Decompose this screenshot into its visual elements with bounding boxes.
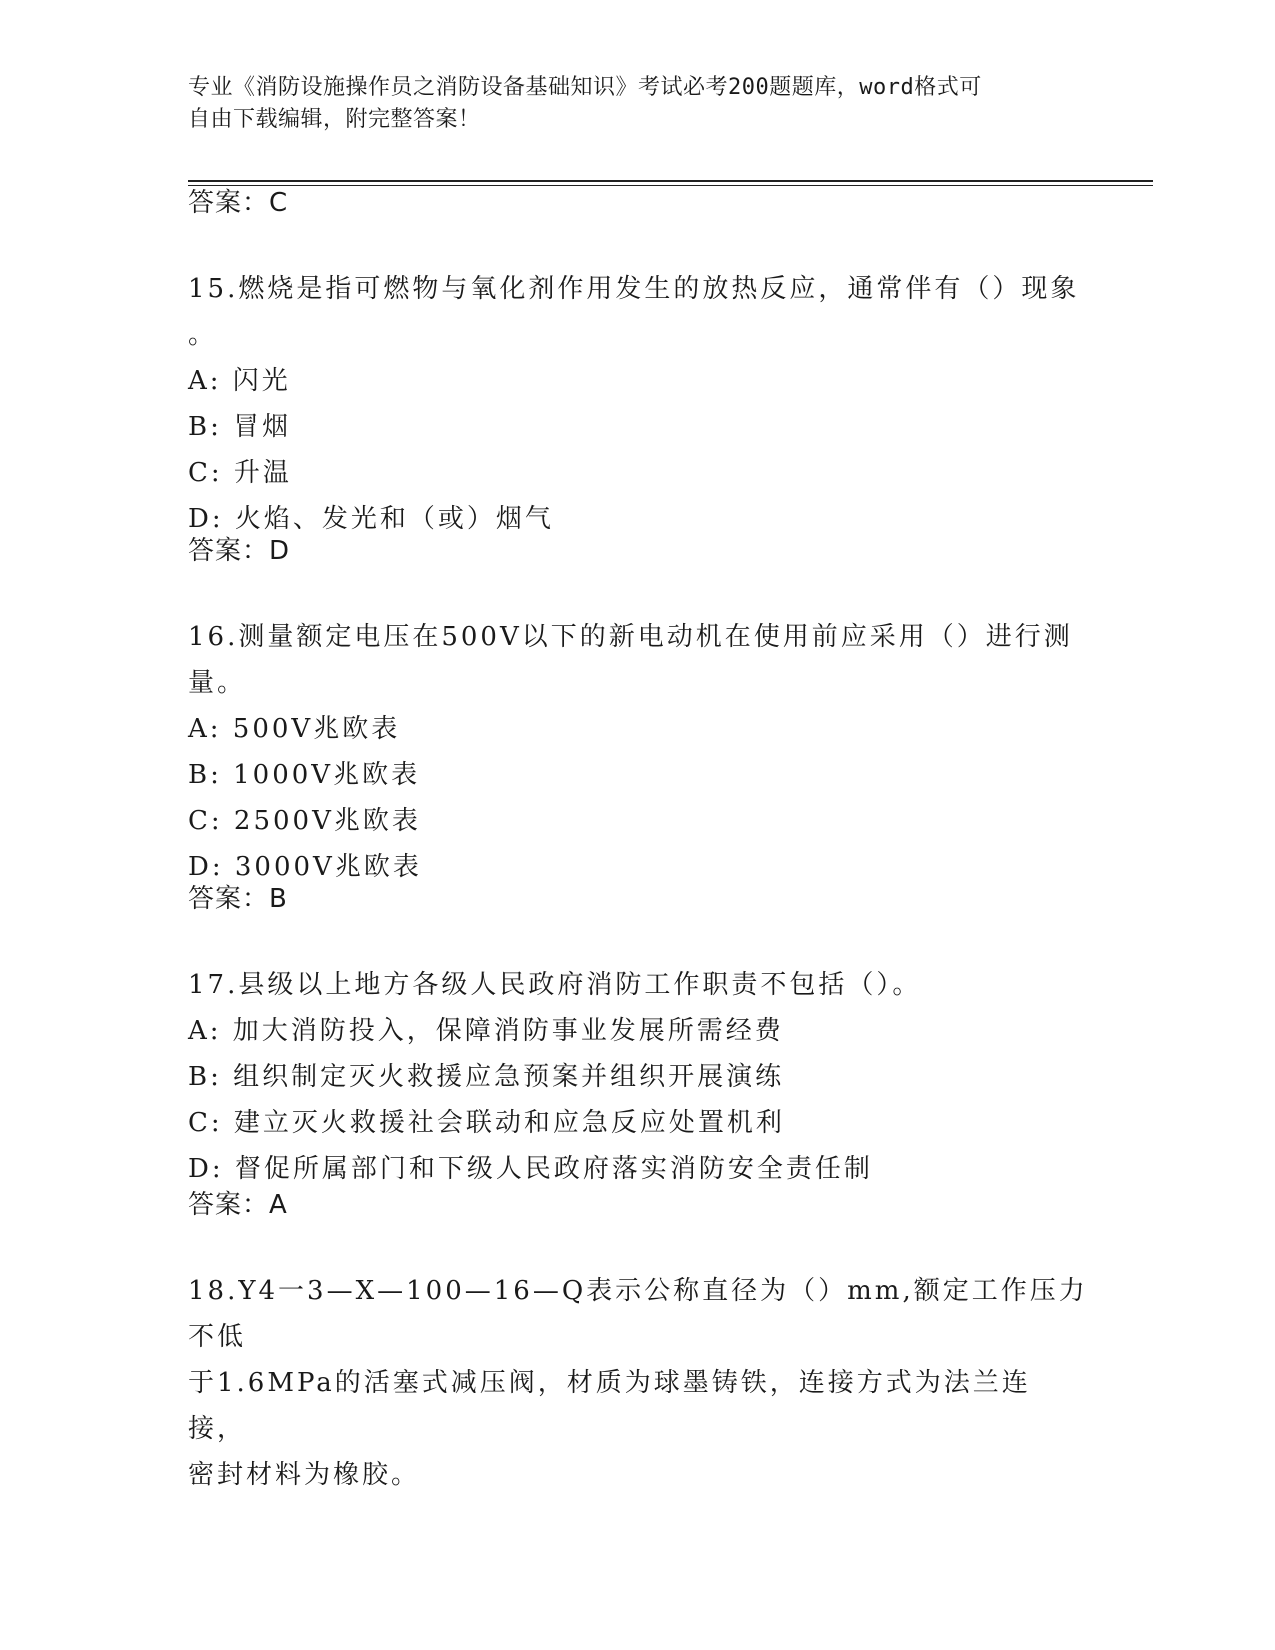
question-text-line: 。 (188, 320, 218, 350)
option-a: A: 加大消防投入，保障消防事业发展所需经费 (188, 1016, 784, 1046)
prev-answer: 答案：C (188, 188, 289, 218)
option-d: D: 督促所属部门和下级人民政府落实消防安全责任制 (188, 1154, 873, 1184)
document-header (188, 72, 1088, 136)
question-text-line: 15.燃烧是指可燃物与氧化剂作用发生的放热反应，通常伴有（）现象 (188, 274, 1080, 304)
option-d: D: 火焰、发光和（或）烟气 (188, 504, 554, 534)
answer-15: 答案：D (188, 536, 291, 566)
question-18 (188, 1268, 1088, 1498)
answer-16: 答案：B (188, 884, 288, 914)
option-b: B: 组织制定灭火救援应急预案并组织开展演练 (188, 1062, 785, 1092)
option-b: B: 1000V兆欧表 (188, 760, 421, 790)
header-line-2: 自由下载编辑，附完整答案！ (188, 107, 481, 132)
header-rule-thick (188, 180, 1153, 182)
answer-17: 答案：A (188, 1190, 288, 1220)
option-c: C: 2500V兆欧表 (188, 806, 421, 836)
question-text-line: 密封材料为橡胶。 (188, 1460, 421, 1490)
question-text-line: 18.Y4一3—X—100—16—Q表示公称直径为（）mm,额定工作压力不低 (188, 1276, 1088, 1352)
question-text-line: 16.测量额定电压在500V以下的新电动机在使用前应采用（）进行测 (188, 622, 1073, 652)
option-d: D: 3000V兆欧表 (188, 852, 422, 882)
question-text-line: 于1.6MPa的活塞式减压阀，材质为球墨铸铁，连接方式为法兰连接， (188, 1368, 1031, 1444)
header-line-1: 专业《消防设施操作员之消防设备基础知识》考试必考200题题库，word格式可 (188, 75, 982, 100)
option-b: B: 冒烟 (188, 412, 292, 442)
option-a: A: 500V兆欧表 (188, 714, 401, 744)
option-c: C: 升温 (188, 458, 292, 488)
question-text-line: 17.县级以上地方各级人民政府消防工作职责不包括（）。 (188, 970, 922, 1000)
option-c: C: 建立灭火救援社会联动和应急反应处置机利 (188, 1108, 785, 1138)
question-17 (188, 962, 1088, 1192)
question-text-line: 量。 (188, 668, 247, 698)
question-16 (188, 614, 1088, 890)
option-a: A: 闪光 (188, 366, 291, 396)
question-15 (188, 266, 1088, 542)
